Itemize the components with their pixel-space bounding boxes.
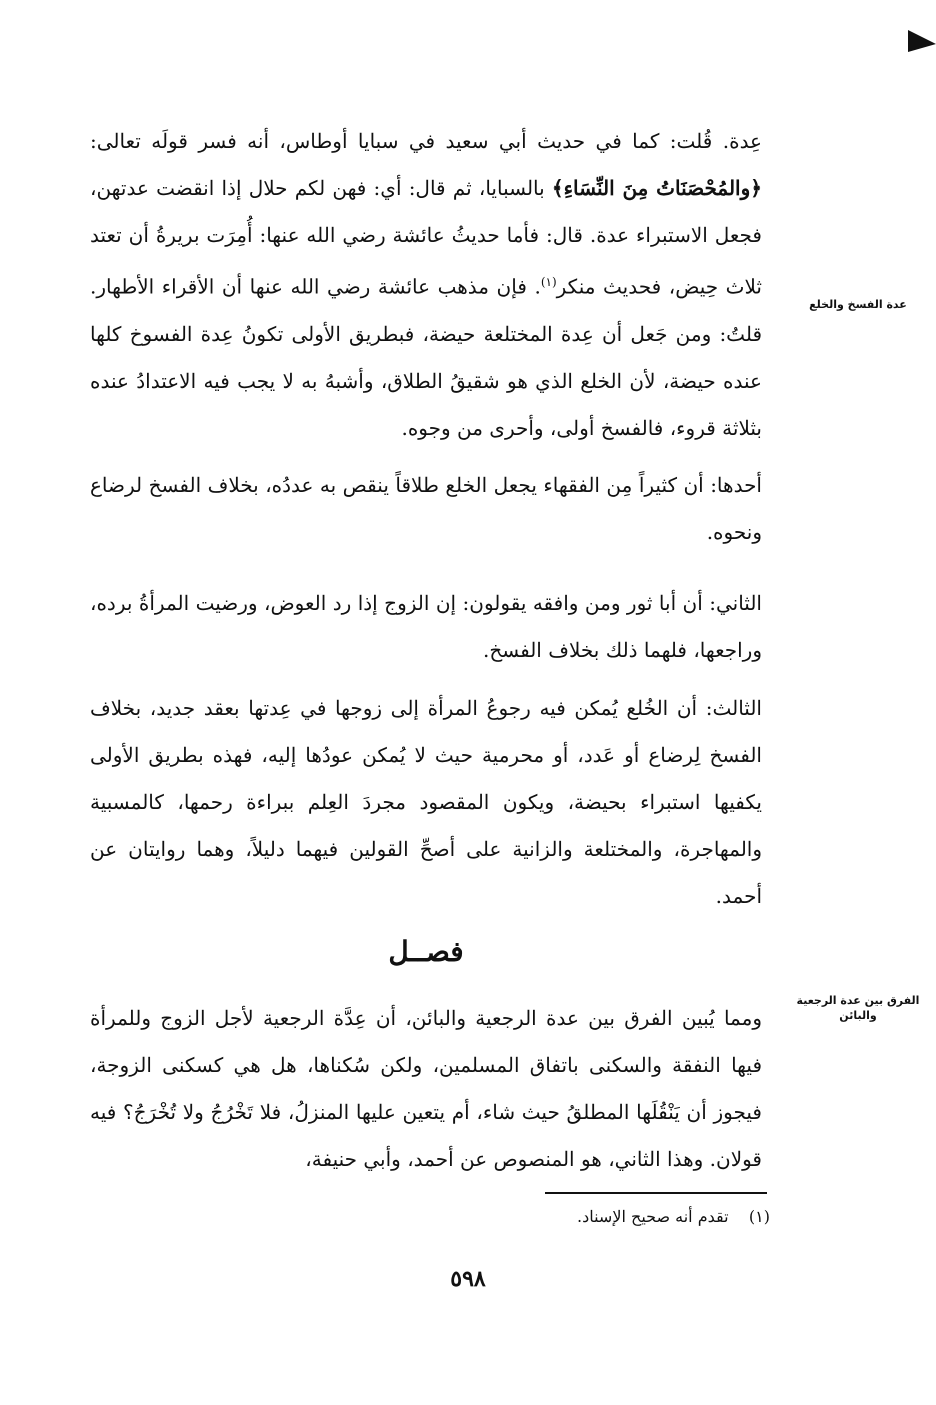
paragraph-second-point (90, 580, 762, 674)
intro-text-b: بالسبايا، ثم قال: أي: فهن لكم حلال إذا انقضت عدتهن، فجعل الاستبراء عدة. قال: فأما حديثُ عائشة رضي الله عنها: أُمِرَت بريرةُ أن تعتد ثلاث حِيض، فحديث منكر (90, 176, 762, 299)
corner-arrow-icon (908, 30, 936, 52)
footnote-text: تقدم أنه صحيح الإسناد. (577, 1207, 729, 1226)
quran-verse: ﴿والمُحْصَنَاتُ مِنَ النِّسَاءِ﴾ (551, 176, 762, 200)
footnote-number: (١) (748, 1207, 770, 1226)
intro-text-c: . فإن مذهب عائشة رضي الله عنها أن الأقراء الأطهار. قلتُ: ومن جَعل أن عِدة المختلعة حيضة، فبطريق الأولى تكونُ عِدة الفسوخ كلها عنده حيضة، لأن الخلع الذي هو شقيقُ الطلاق، وأشبهُ به لا يجب فيه الاعتدادُ عنده بثلاثة قروء، فالفسخ أولى، وأحرى من وجوه. (90, 274, 762, 440)
paragraph-third-point (90, 685, 762, 920)
paragraph-section-text: ومما يُبين الفرق بين عدة الرجعية والبائن، أن عِدَّة الرجعية لأجل الزوج وللمرأة فيها النفقة والسكنى باتفاق المسلمين، ولكن سُكناها، هل هي كسكنى الزوجة، فيجوز أن يَنْقُلَها المطلقُ حيث شاء، أم يتعين عليها المنزلُ، فلا تَخْرُجُ ولا تُخْرَجُ؟ فيه قولان. وهذا الثاني، هو المنصوص عن أحمد، وأبي حنيفة، (90, 1006, 763, 1171)
section-heading: فصــل (388, 935, 464, 968)
page-number: ٥٩٨ (450, 1266, 486, 1292)
intro-text-a: عِدة. قُلت: كما في حديث أبي سعيد في سبايا أوطاس، أنه فسر قولَه تعالى: (90, 129, 762, 153)
footnote-reference: (١) (540, 275, 557, 289)
paragraph-second-text: الثاني: أن أبا ثور ومن وافقه يقولون: إن الزوج إذا رد العوض، ورضيت المرأةُ برده، وراجعها، فلهما ذلك بخلاف الفسخ. (90, 591, 762, 662)
margin-note-raji-bain: الفرق بين عدة الرجعية والبائن (796, 994, 920, 1022)
paragraph-intro (90, 118, 762, 452)
paragraph-first-point (90, 462, 762, 556)
paragraph-first-text: أحدها: أن كثيراً مِن الفقهاء يجعل الخلع طلاقاً ينقص به عددُه، بخلاف الفسخ لرضاع ونحوه. (90, 473, 762, 544)
paragraph-section-body (90, 995, 762, 1183)
margin-note-annulment-idda: عدة الفسخ والخلع (809, 298, 907, 311)
paragraph-intro-text (90, 118, 762, 452)
paragraph-third-text: الثالث: أن الخُلع يُمكن فيه رجوعُ المرأة إلى زوجها في عِدتها بعقد جديد، بخلاف الفسخ لِرضاع أو عَدد، أو محرمية حيث لا يُمكن عودُها إليه، فهذه بطريق الأولى يكفيها استبراء بحيضة، ويكون المقصود مجردَ العِلم ببراءة رحمها، كالمسبية والمهاجرة، والمختلعة والزانية على أصحِّ القولين فيهما دليلاً، وهما روايتان عن أحمد. (90, 696, 762, 908)
footnote-divider (545, 1192, 767, 1194)
footnote (380, 1207, 770, 1226)
